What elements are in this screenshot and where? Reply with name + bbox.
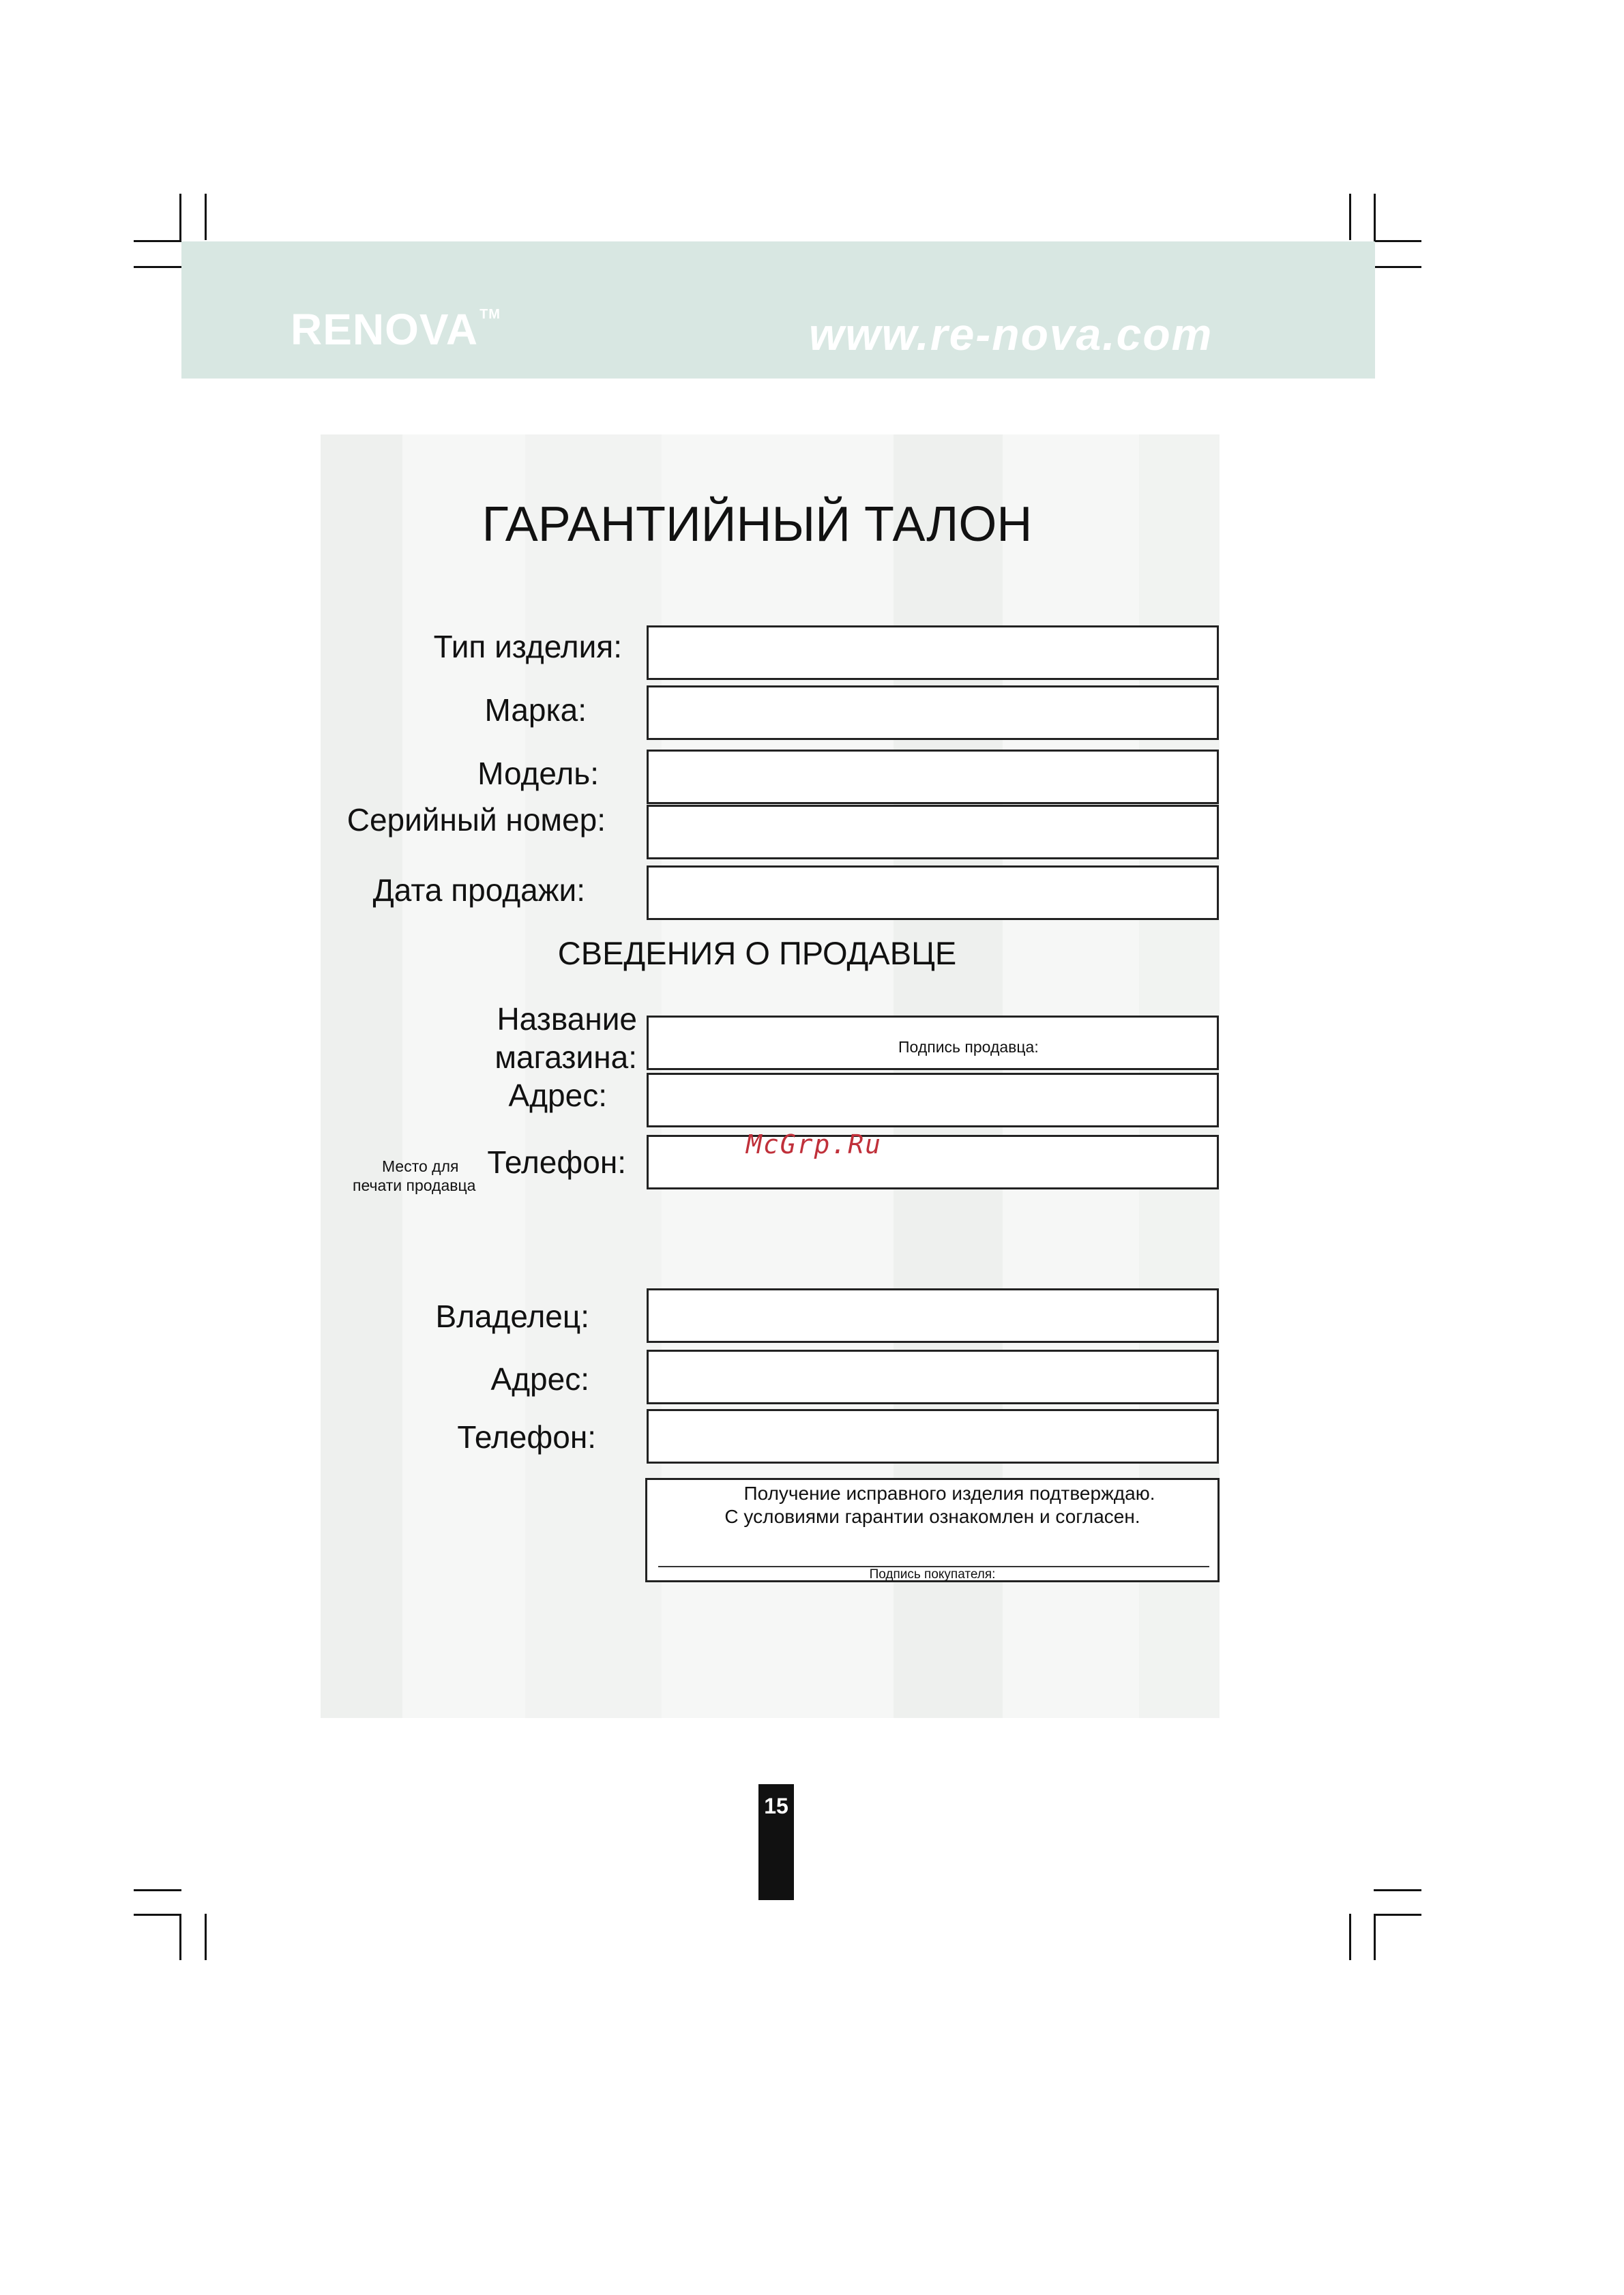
- field-label-owner-phone: Телефон:: [457, 1419, 596, 1455]
- stamp-place-label-line1: Место для: [382, 1157, 459, 1175]
- crop-mark: [134, 266, 181, 268]
- crop-mark: [179, 1914, 181, 1960]
- field-label-owner: Владелец:: [435, 1299, 589, 1334]
- confirmation-line-1: Получение исправного изделия подтверждаю.: [743, 1483, 1155, 1504]
- store-name-label-line1: Название: [497, 1001, 637, 1037]
- serial-number-field[interactable]: [647, 805, 1219, 859]
- crop-mark: [205, 194, 207, 240]
- seller-address-field[interactable]: [647, 1073, 1219, 1127]
- brand-logo: [291, 304, 501, 355]
- crop-mark: [1349, 1914, 1351, 1960]
- crop-mark: [1374, 1914, 1376, 1960]
- sale-date-field[interactable]: [647, 865, 1219, 920]
- field-label-product-type: Тип изделия:: [433, 629, 622, 664]
- field-label-sale-date: Дата продажи:: [372, 872, 585, 908]
- brand-field[interactable]: [647, 685, 1219, 740]
- page-number-tab: [758, 1784, 794, 1900]
- confirmation-line-2: С условиями гарантии ознакомлен и согласен.: [724, 1506, 1140, 1527]
- crop-mark: [1374, 194, 1376, 240]
- crop-mark: [179, 194, 181, 240]
- field-label-owner-address: Адрес:: [490, 1361, 589, 1397]
- field-label-serial-number: Серийный номер:: [346, 802, 606, 838]
- field-label-seller-phone: Телефон:: [487, 1144, 626, 1180]
- model-field[interactable]: [647, 750, 1219, 804]
- crop-mark: [205, 1914, 207, 1960]
- crop-mark: [1374, 1889, 1421, 1891]
- seller-phone-field[interactable]: [647, 1135, 1219, 1189]
- field-label-store-name: [409, 1000, 637, 1076]
- brand-name: RENOVA: [291, 305, 479, 354]
- stamp-place-label-line2: печати продавца: [353, 1176, 476, 1194]
- seller-section-title: СВЕДЕНИЯ О ПРОДАВЦЕ: [557, 935, 957, 971]
- store-name-label-line2: магазина:: [494, 1039, 637, 1075]
- crop-mark: [134, 1889, 181, 1891]
- watermark-text: McGrp.Ru: [746, 1129, 883, 1159]
- product-type-field[interactable]: [647, 625, 1219, 680]
- buyer-signature-label: Подпись покупателя:: [869, 1567, 996, 1582]
- owner-field[interactable]: [647, 1288, 1219, 1343]
- crop-mark: [1349, 194, 1351, 240]
- crop-mark: [134, 1914, 181, 1916]
- crop-mark: [1374, 266, 1421, 268]
- header-band: [181, 241, 1375, 379]
- page-number: 15: [764, 1794, 788, 1818]
- owner-address-field[interactable]: [647, 1350, 1219, 1404]
- crop-mark: [134, 240, 181, 242]
- field-label-model: Модель:: [477, 756, 599, 791]
- crop-mark: [1374, 1914, 1421, 1916]
- crop-mark: [1374, 240, 1421, 242]
- buyer-confirmation-box[interactable]: [645, 1478, 1220, 1582]
- page-title: ГАРАНТИЙНЫЙ ТАЛОН: [482, 497, 1033, 552]
- seller-signature-hint: Подпись продавца:: [898, 1038, 1039, 1056]
- website-url: www.re-nova.com: [809, 309, 1213, 359]
- field-label-seller-address: Адрес:: [508, 1078, 607, 1113]
- owner-phone-field[interactable]: [647, 1409, 1219, 1464]
- store-name-field[interactable]: [647, 1016, 1219, 1070]
- trademark-mark: TM: [479, 307, 501, 322]
- field-label-brand: Марка:: [484, 692, 587, 728]
